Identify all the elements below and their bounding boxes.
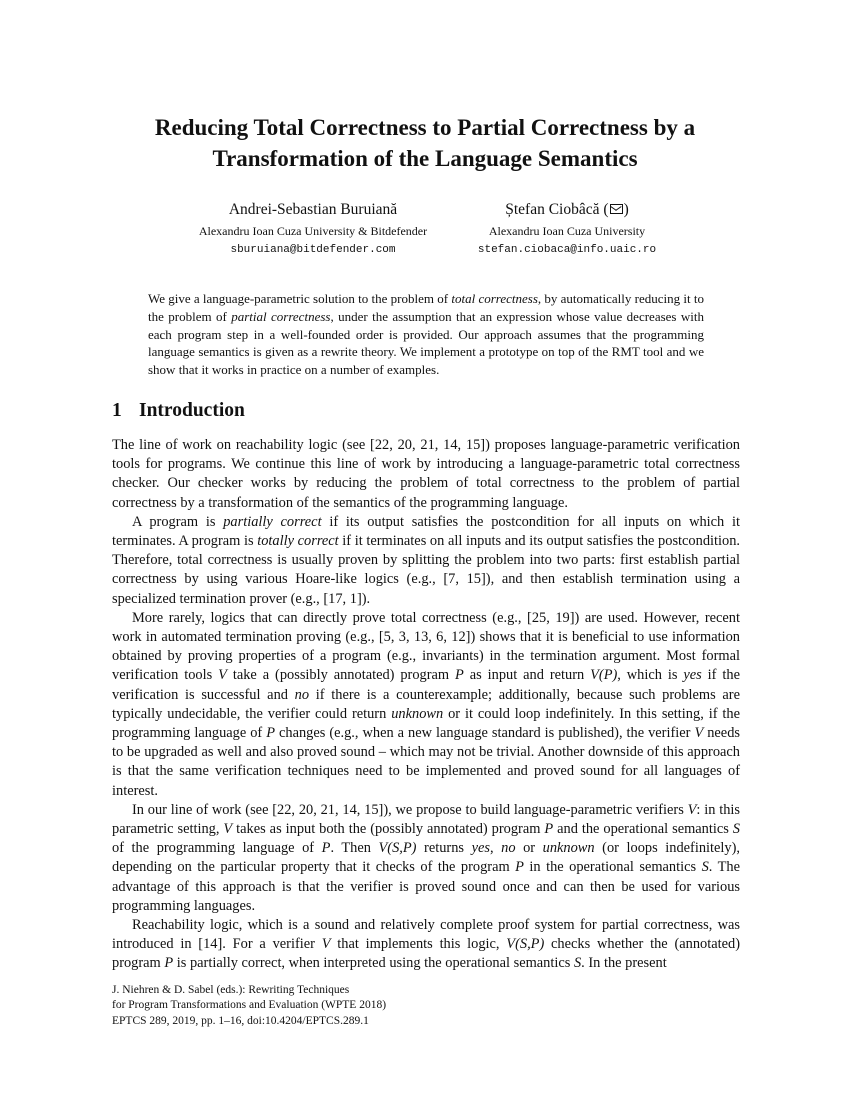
section-heading (112, 399, 245, 423)
paragraph-3: More rarely, logics that can directly prove total correctness (e.g., [25, 19]) are used. However, recent work in automated termination proving (e.g., [5, 3, 13, 6, 12]) shows that it is beneficial to use information obtained by proving properties of a program (e.g., invariants) in the termination argument. Most formal verification tools V take a (possibly annotated) program P as input and return V(P), which is yes if the verification is successful and no if there is a counterexample; additionally, because such problems are typically undecidable, the verifier could return unknown or it could loop indefinitely. In this setting, if the programming language of P changes (e.g., when a new language standard is published), the verifier V needs to be upgraded as well and also proved sound – which may not be trivial. Another downside of this approach is that the same verification techniques need to be implemented and proved sound for all languages of interest. (112, 609, 740, 799)
publication-footnote (112, 983, 386, 1029)
section-title: Introduction (139, 400, 245, 421)
footnote-line-3: EPTCS 289, 2019, pp. 1–16, doi:10.4204/EPTCS.289.1 (112, 1014, 369, 1027)
author-affiliation: Alexandru Ioan Cuza University & Bitdefender (198, 224, 428, 238)
footnote-line-1: J. Niehren & D. Sabel (eds.): Rewriting Techniques (112, 984, 350, 996)
paragraph-2: A program is partially correct if its output satisfies the postcondition for all inputs on which it terminates. A program is totally correct if it terminates on all inputs and its output satisfies the postcondition. Therefore, total correctness is usually proven by splitting the problem into two parts: first establish partial correctness by using various Hoare-like logics (e.g., [7, 15]), and then establish termination using a specialized termination prover (e.g., [17, 1]). (112, 513, 740, 607)
author-affiliation: Alexandru Ioan Cuza University (488, 224, 646, 238)
author-name: Ștefan Ciobâcă (505, 201, 600, 218)
author-name-line: Ștefan Ciobâcă ( ) (505, 201, 629, 218)
paper-title (100, 112, 750, 174)
section-number: 1 (112, 400, 122, 421)
author-name: Andrei-Sebastian Buruiană (228, 201, 398, 218)
envelope-icon[interactable] (610, 204, 623, 214)
paragraph-5: Reachability logic, which is a sound and relatively complete proof system for partial correctness, was introduced in [14]. For a verifier V that implements this logic, V(S,P) checks whether the (annotated) program P is partially correct, when interpreted using the operational semantics S. In the present (112, 917, 740, 972)
paragraph-4: In our line of work (see [22, 20, 21, 14, 15]), we propose to build language-parametric verifiers V: in this parametric setting, V takes as input both the (possibly annotated) program P and the operational semantics S of the programming language of P. Then V(S,P) returns yes, no or unknown (or loops indefinitely), depending on the particular property that it checks of the program P in the operational semantics S. The advantage of this approach is that the verifier is proved sound once and can then be used for various programming languages. (112, 801, 740, 914)
author-email[interactable]: sburuiana@bitdefender.com (230, 244, 396, 256)
footnote-line-2: for Program Transformations and Evaluation (WPTE 2018) (112, 999, 387, 1012)
section-body (112, 436, 740, 974)
author-email[interactable]: stefan.ciobaca@info.uaic.ro (477, 244, 657, 256)
title-line-1: Reducing Total Correctness to Partial Correctness by a (154, 115, 696, 140)
author-block-2 (417, 199, 717, 260)
paragraph-1: The line of work on reachability logic (see [22, 20, 21, 14, 15]) proposes language-parametric verification tools for programs. We continue this line of work by introducing a language-parametric total correctness checker. Our checker works by reducing the problem of total correctness to the problem of partial correctness by a transformation of the semantics of the programming language. (112, 437, 740, 511)
abstract: We give a language-parametric solution to the problem of total correctness, by automatically reducing it to the problem of partial correctness, under the assumption that an expression whose value decreases with each program step in a well-founded order is provided. Our approach assumes that the programming language semantics is given as a rewrite theory. We implement a prototype on top of the RMT tool and we show that it works in practice on a number of examples. (148, 291, 704, 378)
title-line-2: Transformation of the Language Semantics (212, 146, 638, 171)
